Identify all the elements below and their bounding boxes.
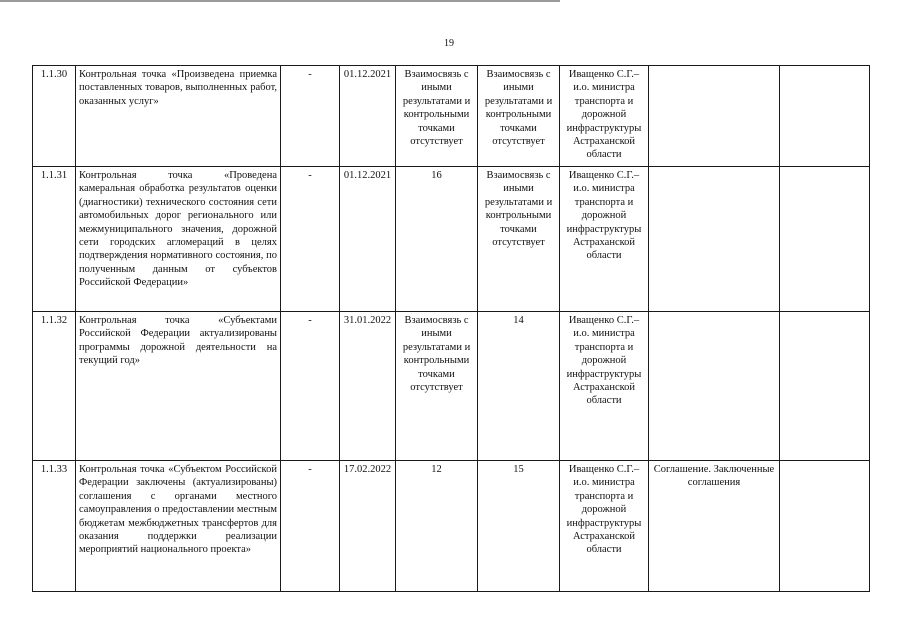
page-number: 19 [444,38,454,49]
predecessors: 12 [396,461,478,592]
responsible-person: Иващенко С.Г.– и.о. министра транспорта и дорожной инфраструктуры Астраханской области [560,312,649,461]
extra-column [780,66,870,167]
table-row [33,461,870,592]
start-date: - [281,461,340,592]
control-point-name: Контрольная точка «Произведена приемка поставленных товаров, выполненных работ, оказанных услуг» [76,66,281,167]
extra-column [780,167,870,312]
start-date: - [281,312,340,461]
predecessors: Взаимосвязь с иными результатами и контрольными точками отсутствует [396,312,478,461]
responsible-person: Иващенко С.Г.– и.о. министра транспорта и дорожной инфраструктуры Астраханской области [560,167,649,312]
result-document [649,66,780,167]
successors: 14 [478,312,560,461]
control-point-name: Контрольная точка «Субъектом Российской Федерации заключены (актуализированы) соглашения с органами местного самоуправления о предоставлении местным бюджетам межбюджетных трансфертов для оказания поддержки реализации мероприятий национального проекта» [76,461,281,592]
result-document [649,167,780,312]
successors: Взаимосвязь с иными результатами и контрольными точками отсутствует [478,167,560,312]
result-document: Соглашение. Заключенные соглашения [649,461,780,592]
end-date: 31.01.2022 [340,312,396,461]
control-point-name: Контрольная точка «Субъектами Российской Федерации актуализированы программы дорожной деятельности на текущий год» [76,312,281,461]
extra-column [780,461,870,592]
top-rule [0,0,560,2]
responsible-person: Иващенко С.Г.– и.о. министра транспорта и дорожной инфраструктуры Астраханской области [560,66,649,167]
table-row [33,167,870,312]
extra-column [780,312,870,461]
row-number: 1.1.32 [33,312,76,461]
row-number: 1.1.33 [33,461,76,592]
control-points-table [32,65,870,592]
end-date: 01.12.2021 [340,167,396,312]
control-point-name: Контрольная точка «Проведена камеральная обработка результатов оценки (диагностики) технического состояния сети автомобильных дорог регионального или межмуниципального значения, дорожной сети городских агломераций в целях подтверждения нормативного состояния, по полученным данным от субъектов Российской Федерации» [76,167,281,312]
responsible-person: Иващенко С.Г.– и.о. министра транспорта и дорожной инфраструктуры Астраханской области [560,461,649,592]
row-number: 1.1.30 [33,66,76,167]
predecessors: Взаимосвязь с иными результатами и контрольными точками отсутствует [396,66,478,167]
successors: 15 [478,461,560,592]
row-number: 1.1.31 [33,167,76,312]
start-date: - [281,167,340,312]
predecessors: 16 [396,167,478,312]
successors: Взаимосвязь с иными результатами и контрольными точками отсутствует [478,66,560,167]
end-date: 01.12.2021 [340,66,396,167]
end-date: 17.02.2022 [340,461,396,592]
start-date: - [281,66,340,167]
table-row [33,66,870,167]
table-row [33,312,870,461]
result-document [649,312,780,461]
